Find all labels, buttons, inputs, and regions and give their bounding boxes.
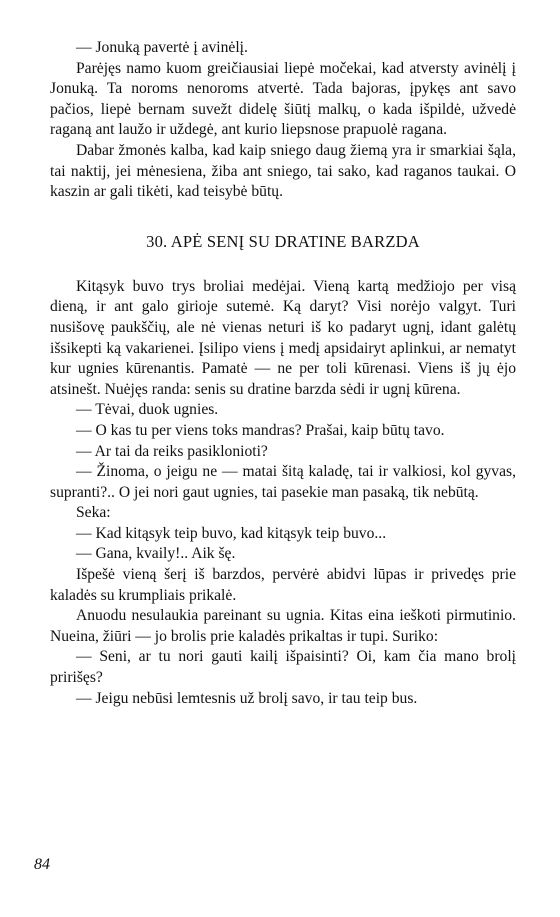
chapter-heading: 30. APĖ SENĮ SU DRATINE BARZDA (146, 231, 420, 251)
dialogue-line: — Ar tai da reiks pasiklonioti? (76, 442, 268, 460)
dialogue-line: — Seni, ar tu nori gauti kailį išpaisinti? Oi, kam čia mano brolį pririšęs? (50, 648, 516, 687)
paragraph: Kitąsyk buvo trys broliai medėjai. Vieną kartą medžiojo per visą dieną, ir ant galo girioje sutemė. Ką daryt? Visi norėjo valgyt. Turi nusišovę paukščių, ale nė vienas neturi iš ko padaryt ugnį, idant galėtų išsikepti ką vakarienei. Įsilipo viens į medį apsidairyt aplinkui, ar nematyt kur ugnies kūrenantis. Pamatė — ne per toli kūrenasi. Viens iš jų ėjo atsinešt. Nuėjęs randa: senis su dratine barzda sėdi ir ugnį kūrena. (50, 277, 516, 398)
dialogue-line: — Jeigu nebūsi lemtesnis už brolį savo, ir tau teip bus. (76, 689, 418, 707)
paragraph: Seka: (76, 504, 111, 522)
page-number: 84 (34, 856, 50, 873)
dialogue-line: — Gana, kvaily!.. Aik šę. (76, 545, 236, 563)
paragraph: — Jonuką pavertė į avinėlį. (76, 39, 248, 56)
text-block-top (50, 38, 516, 203)
paragraph: Dabar žmonės kalba, kad kaip sniego daug žiemą yra ir smarkiai šąla, tai naktij, jei mėnesiena, žiba ant sniego, tai sako, kad raganos taukai. O kaszin ar gali tikėti, kad teisybė būtų. (50, 141, 516, 201)
dialogue-line: — Žinoma, o jeigu ne — matai šitą kaladę, tai ir valkiosi, kol gyvas, supranti?.. O jei nori gaut ugnies, tai pasekie man pasaką, tik nebūtą. (50, 463, 516, 501)
paragraph: Parėjęs namo kuom greičiausiai liepė močekai, kad atversty avinėlį į Jonuką. Ta noroms nenoroms atvertė. Tada bajoras, įpykęs ant savo pačios, liepė bernam suvežt didelę šiūtį malkų, o kada išpildė, užvedė raganą ant laužo ir uždegė, ant kurio liepsnose prapuolė ragana. (50, 59, 516, 139)
paragraph: Anuodu nesulaukia pareinant su ugnia. Kitas eina ieškoti pirmutinio. Nueina, žiūri — jo brolis prie kaladės prikaltas ir tupi. Suriko: (50, 607, 516, 645)
dialogue-line: — Kad kitąsyk teip buvo, kad kitąsyk teip buvo... (76, 524, 387, 542)
dialogue-line: — O kas tu per viens toks mandras? Prašai, kaip būtų tavo. (76, 421, 445, 439)
paragraph: Išpešė vieną šerį iš barzdos, pervėrė abidvi lūpas ir privedęs prie kaladės su krumpliais prikalė. (50, 566, 516, 604)
dialogue-line: — Tėvai, duok ugnies. (76, 401, 219, 419)
text-block-bottom (50, 277, 516, 709)
